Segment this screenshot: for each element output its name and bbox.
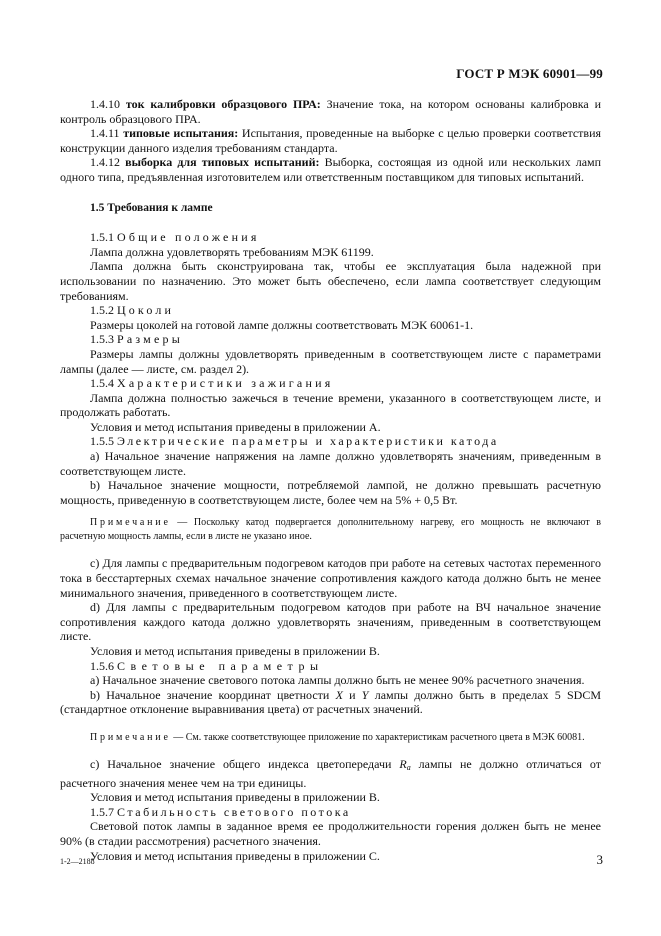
clause-number: 1.4.12 <box>90 155 120 170</box>
note <box>60 516 601 544</box>
clause-number: 1.4.10 <box>90 97 120 111</box>
clause-number: 1.5.1 <box>90 230 114 245</box>
paragraph: Размеры лампы должны удовлетворять приведенным в соответствующем листе с параметрами лампы (далее — листе, см. раздел 2). <box>60 346 601 376</box>
clause-title: Характеристики зажигания <box>117 376 334 391</box>
list-item-a: а) Начальное значение напряжения на лампе должно удовлетворять значениям, приведенным в соответствующем листе. <box>60 449 601 478</box>
symbol-y: Y <box>361 687 369 702</box>
note <box>60 731 601 745</box>
clause-number: 1.5.3 <box>90 332 114 347</box>
clause-heading-1-5-3 <box>60 332 601 347</box>
clause-title: Общие положения <box>117 230 260 245</box>
definition-text: Значение тока, на котором основаны калибровка и контроль образцового ПРА. <box>60 97 602 126</box>
clause-number: 1.5.7 <box>90 804 114 819</box>
clause-heading-1-5-5 <box>60 434 601 449</box>
term: выборка для типовых испытаний: <box>125 155 320 170</box>
clause-heading-1-5-7 <box>60 805 601 820</box>
list-item-d: d) Для лампы с предварительным подогревом катодов при работе на ВЧ начальное значение сопротивления каждого катода должно удовлетворять значениям, приведенным в соответствующем листе. <box>60 600 601 644</box>
clause-title: Электрические параметры и характеристики катода <box>117 434 499 449</box>
paragraph: Условия и метод испытания приведены в приложении А. <box>90 419 381 434</box>
term: типовые испытания: <box>123 126 239 141</box>
clause-title: Размеры <box>117 332 183 347</box>
paragraph: Размеры цоколей на готовой лампе должны соответствовать МЭК 60061-1. <box>90 317 474 332</box>
section-title: 1.5 Требования к лампе <box>90 201 213 214</box>
text: b) Начальное значение координат цветности <box>90 687 336 702</box>
clause-heading-1-5-4 <box>60 376 601 391</box>
clause-number: 1.5.4 <box>90 376 114 391</box>
symbol-r: R <box>399 756 407 771</box>
clause-title: Световые параметры <box>117 658 324 673</box>
list-item-b <box>60 688 601 717</box>
paragraph: Световой поток лампы в заданное время ее продолжительности горения должен быть не менее 90% (в стадии рассмотрения) расчетного значения. <box>60 819 601 848</box>
clause-title: Цоколи <box>117 303 175 318</box>
note-label: Примечание <box>90 517 171 529</box>
paragraph: Лампа должна удовлетворять требованиям МЭК 61199. <box>90 244 374 259</box>
symbol-subscript: a <box>406 762 411 772</box>
clause-number: 1.5.2 <box>90 303 114 318</box>
definition-1-4-11 <box>60 126 601 155</box>
list-item-b: b) Начальное значение мощности, потребляемой лампой, не должно превышать расчетную мощность, приведенную в соответствующем листе, более чем на 5% + 0,5 Вт. <box>60 478 601 507</box>
clause-title: Стабильность светового потока <box>117 804 351 819</box>
definition-1-4-10 <box>60 97 601 126</box>
text: и <box>342 687 362 702</box>
clause-heading-1-5-1 <box>60 230 601 245</box>
paragraph: Условия и метод испытания приведены в приложении В. <box>90 644 380 658</box>
note-text: — Поскольку катод подвергается дополнительному нагреву, его мощность не включают в расчетную мощность лампы, если в листе не указано иное. <box>60 517 601 543</box>
paragraph: Лампа должна быть сконструирована так, чтобы ее эксплуатация была надежной при использовании по назначению. Это может быть обеспечено, если лампа соответствует следующим требованиям. <box>60 259 601 303</box>
document-header: ГОСТ Р МЭК 60901—99 <box>456 66 603 81</box>
symbol-x: X <box>335 687 343 702</box>
term: ток калибровки образцового ПРА: <box>125 97 321 111</box>
note-text: — См. также соответствующее приложение по характеристикам расчетного цвета в МЭК 60081. <box>170 731 585 743</box>
text: лампы должно быть в пределах 5 SDCM (стандартное отклонение выравнивания цвета) от расчетных значений. <box>60 687 601 717</box>
list-item-a: а) Начальное значение светового потока лампы должно быть не менее 90% расчетного значения. <box>90 673 585 688</box>
clause-number: 1.5.5 <box>90 434 114 449</box>
definition-text: Испытания, проведенные на выборке с целью проверки соответствия конструкции данного изделия требованиям стандарта. <box>60 126 602 155</box>
note-label: Примечание <box>90 731 171 743</box>
definition-1-4-12 <box>60 155 601 184</box>
definition-text: Выборка, состоящая из одной или нескольких ламп одного типа, предъявленная изготовителем или ответственным поставщиком для типовых испытаний. <box>60 155 602 184</box>
paragraph: Условия и метод испытания приведены в приложении С. <box>90 848 380 863</box>
page-number: 3 <box>596 852 603 867</box>
paragraph: Лампа должна полностью зажечься в течение времени, указанного в соответствующем листе, и продолжать работать. <box>60 390 601 420</box>
document-body <box>60 97 601 863</box>
paragraph: Условия и метод испытания приведены в приложении В. <box>90 790 380 805</box>
clause-number: 1.4.11 <box>90 126 120 141</box>
clause-heading-1-5-6 <box>60 659 601 674</box>
clause-heading-1-5-2 <box>60 303 601 318</box>
list-item-c: с) Для лампы с предварительным подогревом катодов при работе на сетевых частотах переменного тока в бесстартерных схемах начальное значение сопротивления каждого катода должно быть не менее минимального значения, приведенного в соответствующем листе. <box>60 556 601 600</box>
clause-number: 1.5.6 <box>90 658 114 673</box>
list-item-c <box>60 757 601 790</box>
text: с) Начальное значение общего индекса цветопередачи <box>90 756 400 771</box>
print-code: 1-2—2188 <box>60 857 95 866</box>
text: лампы не должно отличаться от расчетного значения менее чем на три единицы. <box>60 756 601 790</box>
